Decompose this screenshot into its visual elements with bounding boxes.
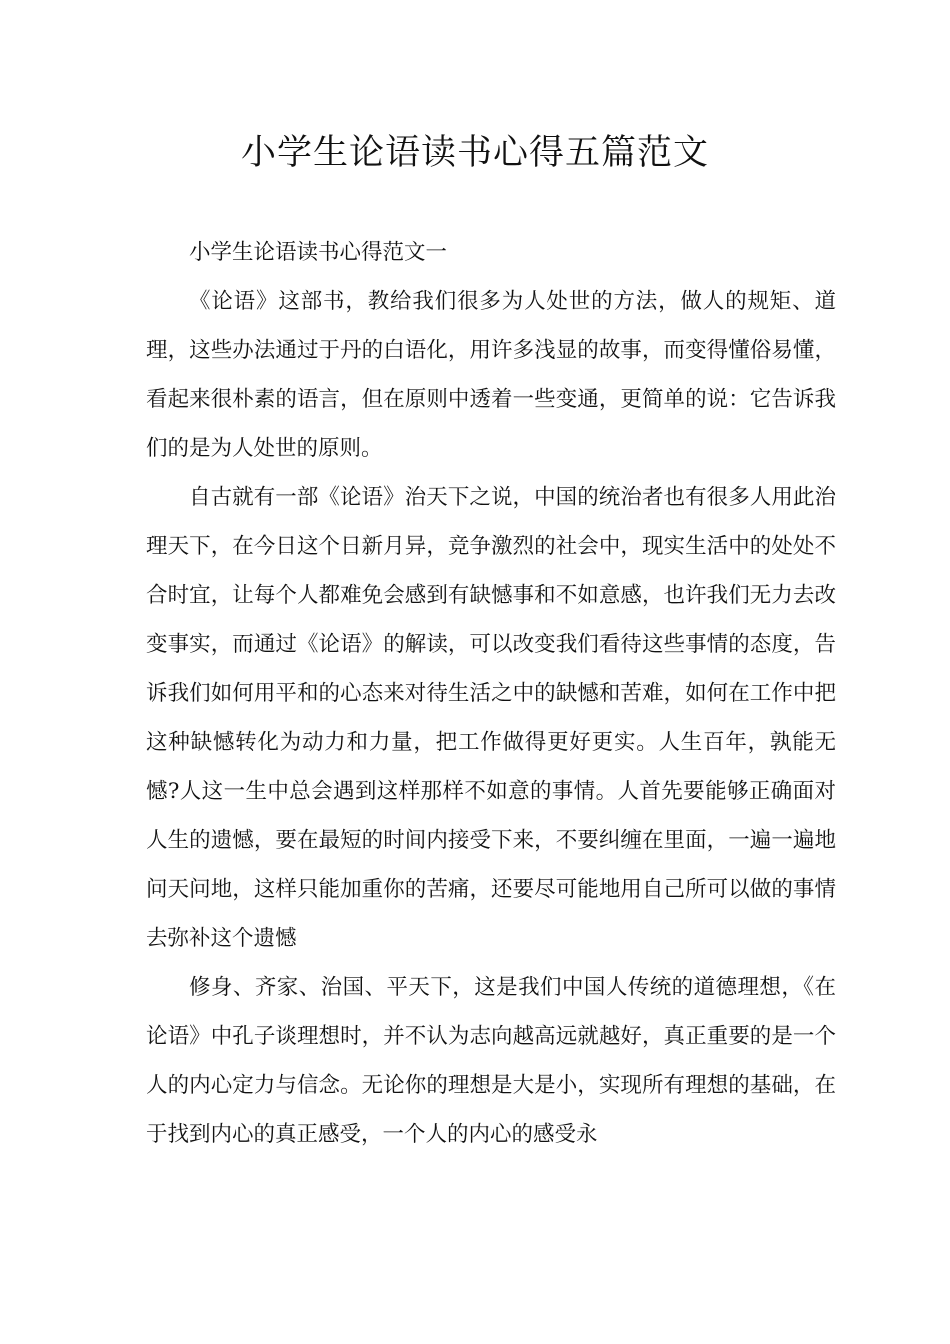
document-body [146, 228, 836, 1159]
document-title: 小学生论语读书心得五篇范文 [240, 133, 709, 173]
section-heading: 小学生论语读书心得范文一 [189, 240, 448, 265]
paragraph-1: 《论语》这部书，教给我们很多为人处世的方法，做人的规矩、道理，这些办法通过于丹的白语化，用许多浅显的故事，而变得懂俗易懂，看起来很朴素的语言，但在原则中透着一些变通，更简单的说：它告诉我们的是为人处世的原则。 [146, 289, 836, 461]
paragraph-2: 自古就有一部《论语》治天下之说，中国的统治者也有很多人用此治理天下，在今日这个日新月异，竞争激烈的社会中，现实生活中的处处不合时宜，让每个人都难免会感到有缺憾事和不如意感，也许我们无力去改变事实，而通过《论语》的解读，可以改变我们看待这些事情的态度，告诉我们如何用平和的心态来对待生活之中的缺憾和苦难，如何在工作中把这种缺憾转化为动力和力量，把工作做得更好更实。人生百年，孰能无憾?人这一生中总会遇到这样那样不如意的事情。人首先要能够正确面对人生的遗憾，要在最短的时间内接受下来，不要纠缠在里面，一遍一遍地问天问地，这样只能加重你的苦痛，还要尽可能地用自己所可以做的事情去弥补这个遗憾 [146, 485, 836, 951]
paragraph-3: 修身、齐家、治国、平天下，这是我们中国人传统的道德理想，《在论语》中孔子谈理想时，并不认为志向越高远就越好，真正重要的是一个人的内心定力与信念。无论你的理想是大是小，实现所有理想的基础，在于找到内心的真正感受，一个人的内心的感受永 [146, 975, 836, 1147]
